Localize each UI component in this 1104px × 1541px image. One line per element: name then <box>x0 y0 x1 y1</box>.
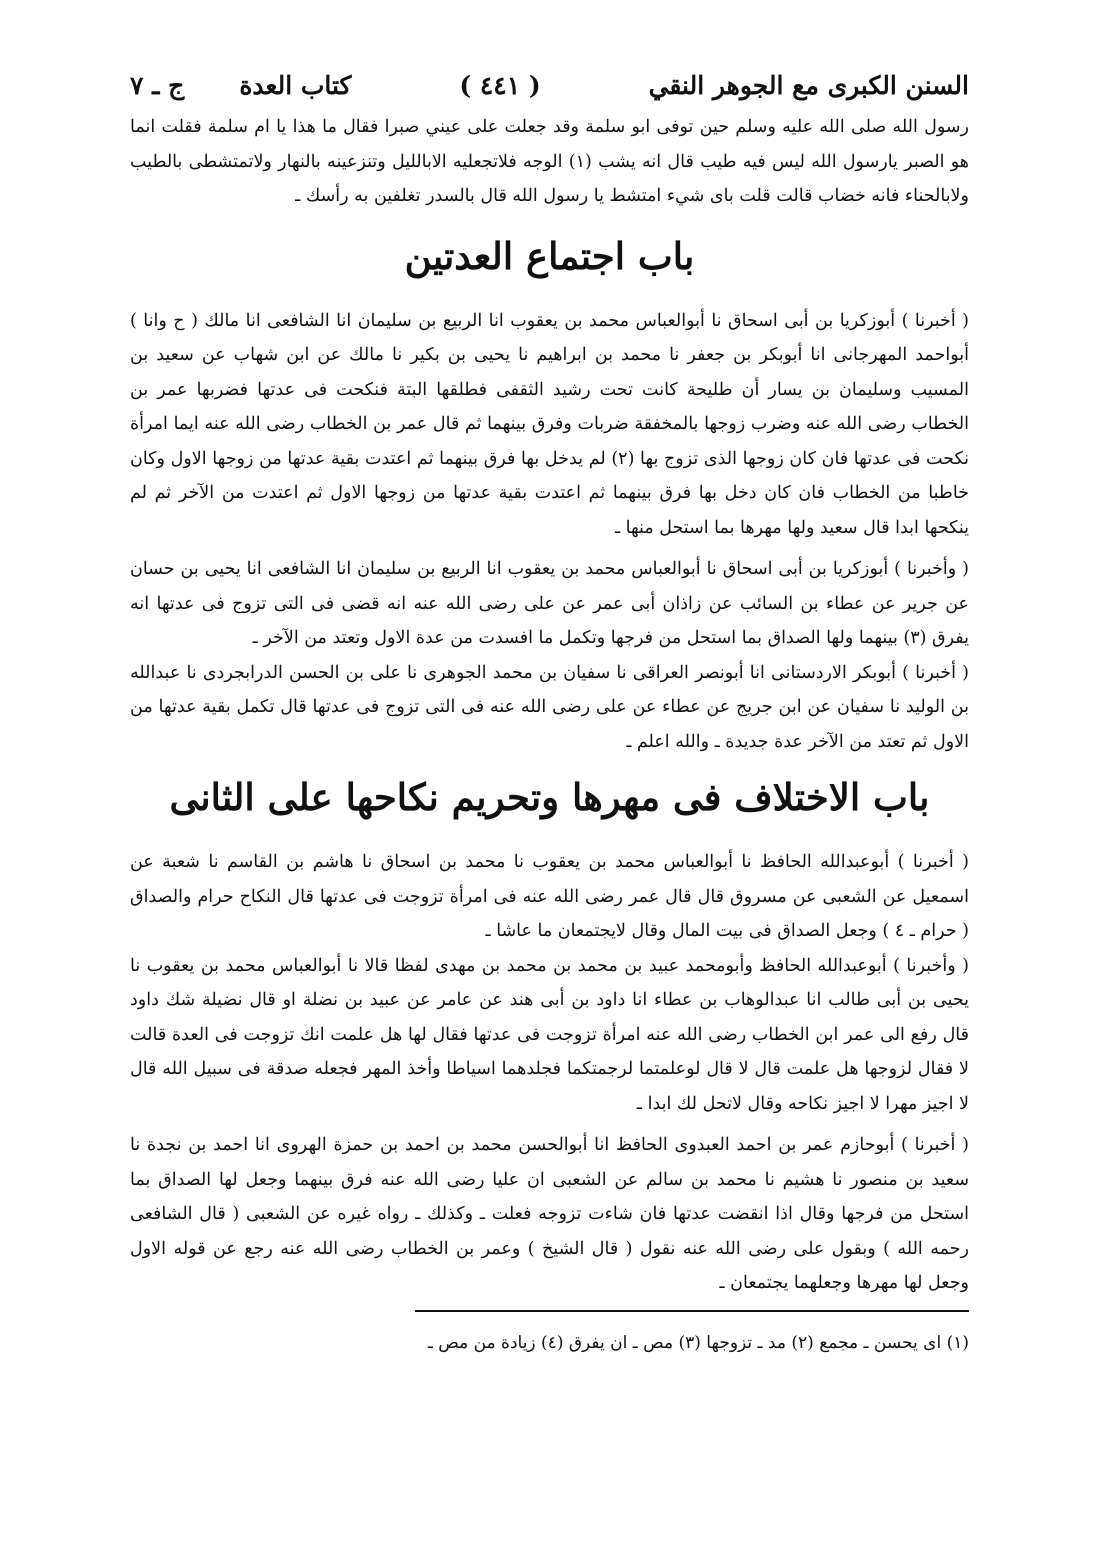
chapter2-paragraph-2: ( وأخبرنا ) أبوعبدالله الحافظ وأبومحمد عبيد بن محمد بن محمد بن مهدى لفظا قالا نا أبوالعباس محمد بن يعقوب نا يحيى بن أبى طالب انا عبدالوهاب بن عطاء انا داود بن أبى هند عن عامر عن عبيد بن نضلة او قال نضيلة شك داود قال رفع الى عمر ابن الخطاب رضى الله عنه امرأة تزوجت فى عدتها فقال لها هل علمت انك تزوجت فى العدة قالت لا فقال لزوجها هل علمت قال لا قال لوعلمتما لرجمتكما فجلدهما اسياطا وأخذ المهر فجعله صدقة فى سبيل الله قال لا اجيز مهرا لا اجيز نكاحه وقال لاتحل لك ابدا ـ <box>130 955 969 1114</box>
footnote-divider <box>415 1310 969 1312</box>
chapter1-paragraph-2: ( وأخبرنا ) أبوزكريا بن أبى اسحاق نا أبوالعباس محمد بن يعقوب انا الربيع بن سليمان انا الشافعى انا يحيى بن حسان عن جرير عن عطاء بن السائب عن زاذان أبى عمر عن على رضى الله عنه انه قضى فى التى تزوج فى عدتها انه يفرق (٣) بينهما ولها الصداق بما استحل من فرجها وتكمل ما افسدت من عدة الاول وتعتد من الآخر ـ <box>130 559 969 648</box>
page-header <box>130 62 969 110</box>
footnote: (١) اى يحسن ـ مجمع (٢) مد ـ تزوجها (٣) مص ـ ان يفرق (٤) زيادة من مص ـ <box>427 1332 969 1353</box>
chapter2-paragraph-3: ( أخبرنا ) أبوحازم عمر بن احمد العبدوى الحافظ انا أبوالحسن محمد بن احمد بن حمزة الهروى انا احمد بن نجدة نا سعيد بن منصور نا هشيم نا محمد بن سالم عن الشعبى ان عليا رضى الله عنه فرق بينهما وجعل لها الصداق بما استحل من فرجها وقال اذا انقضت عدتها فان شاءت تزوجه فعلت ـ وكذلك ـ رواه غيره عن الشعبى ( قال الشافعى رحمه الله ) وبقول على رضى الله عنه نقول ( قال الشيخ ) وعمر بن الخطاب رضى الله عنه رجع عن قوله الاول وجعل لها مهرها وجعلهما يجتمعان ـ <box>130 1135 969 1293</box>
chapter1-paragraph-3: ( أخبرنا ) أبوبكر الاردستانى انا أبونصر العراقى نا سفيان بن محمد الجوهرى نا على بن الحسن الدرابجردى نا عبدالله بن الوليد نا سفيان عن ابن جريج عن عطاء عن على رضى الله عنه فى التى تزوج فى عدتها قال تكمل بقية عدتها من الاول ثم تعتد من الآخر عدة جديدة ـ والله اعلم ـ <box>130 662 969 752</box>
intro-paragraph: رسول الله صلى الله عليه وسلم حين توفى ابو سلمة وقد جعلت على عيني صبرا فقال ما هذا يا ام سلمة فقلت انما هو الصبر يارسول الله ليس فيه طيب قال انه يشب (١) الوجه فلاتجعليه الابالليل وتنزعينه بالنهار ولاتمتشطى بالطيب ولابالحناء فانه خضاب قالت قلت باى شيء امتشط يا رسول الله قال بالسدر تغلفين به رأسك ـ <box>130 117 969 206</box>
book-title: السنن الكبرى مع الجوهر النقي <box>648 71 969 100</box>
section-title: كتاب العدة <box>239 71 352 100</box>
page-number: ( ٤٤١ ) <box>459 71 541 100</box>
chapter-title-2: باب الاختلاف فى مهرها وتحريم نكاحها على الثانى <box>169 775 930 819</box>
chapter1-paragraph-1: ( أخبرنا ) أبوزكريا بن أبى اسحاق نا أبوالعباس محمد بن يعقوب انا الربيع بن سليمان انا الشافعى انا مالك ( ح وانا ) أبواحمد المهرجانى انا أبوبكر بن جعفر نا محمد بن ابراهيم نا يحيى بن بكير نا مالك عن ابن شهاب عن سعيد بن المسيب وسليمان بن يسار أن طليحة كانت تحت رشيد الثقفى فطلقها البتة فنكحت فى عدتها فضربها عمر بن الخطاب رضى الله عنه وضرب زوجها بالمخفقة ضربات وفرق بينهما ثم قال عمر بن الخطاب رضى الله عنه ايما امرأة نكحت فى عدتها فان كان زوجها الذى تزوج بها (٢) لم يدخل بها فرق بينهما ثم اعتدت بقية عدتها من زوجها الاول وكان خاطبا من الخطاب فان كان دخل بها فرق بينهما ثم اعتدت بقية عدتها من زوجها الاول ثم اعتدت من الآخر ثم لم ينكحها ابدا قال سعيد ولها مهرها بما استحل منها ـ <box>130 310 969 538</box>
chapter2-paragraph-1: ( أخبرنا ) أبوعبدالله الحافظ نا أبوالعباس محمد بن يعقوب نا محمد بن اسحاق نا هاشم بن القاسم نا شعبة عن اسمعيل عن الشعبى عن مسروق قال قال عمر رضى الله عنه فى امرأة تزوجت فى عدتها قال النكاح حرام والصداق ( حرام ـ ٤ ) وجعل الصداق فى بيت المال وقال لايجتمعان ما عاشا ـ <box>130 852 969 941</box>
chapter-title-1: باب اجتماع العدتين <box>404 233 695 278</box>
volume-label: ج ـ ٧ <box>130 71 185 100</box>
